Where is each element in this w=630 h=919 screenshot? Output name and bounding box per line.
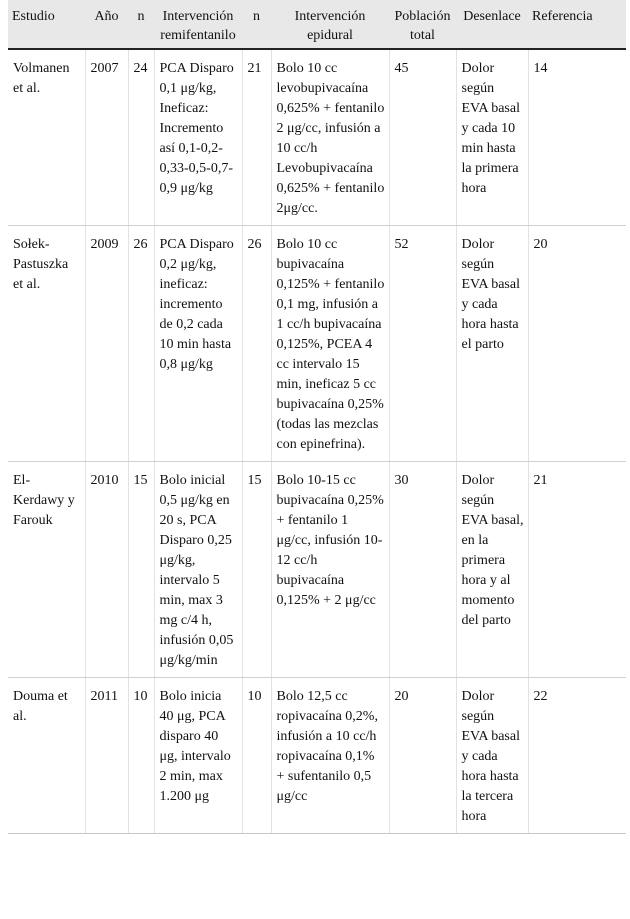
table-row (8, 462, 626, 678)
table-row (8, 678, 626, 834)
cell-intervencion-remifentanilo: Bolo inicial 0,5 μg/kg en 20 s, PCA Disparo 0,25 μg/kg, intervalo 5 min, max 3 mg c/4 h, infusión 0,05 μg/kg/min (154, 462, 242, 678)
cell-anio: 2007 (85, 49, 128, 226)
cell-anio: 2011 (85, 678, 128, 834)
cell-estudio: Douma et al. (8, 678, 85, 834)
cell-intervencion-epidural: Bolo 10-15 cc bupivacaína 0,25% + fentanilo 1 μg/cc, infusión 10-12 cc/h bupivacaína 0,125% + 2 μg/cc (271, 462, 389, 678)
cell-n-epidural: 10 (242, 678, 271, 834)
studies-table (8, 0, 626, 834)
table-header (8, 0, 626, 49)
cell-poblacion-total: 45 (389, 49, 456, 226)
cell-desenlace: Dolor según EVA basal y cada 10 min hasta la primera hora (456, 49, 528, 226)
cell-n-remifentanilo: 26 (128, 226, 154, 462)
cell-intervencion-epidural: Bolo 12,5 cc ropivacaína 0,2%, infusión a 10 cc/h ropivacaína 0,1% + sufentanilo 0,5 μg/cc (271, 678, 389, 834)
cell-intervencion-epidural: Bolo 10 cc bupivacaína 0,125% + fentanilo 0,1 mg, infusión a 1 cc/h bupivacaína 0,125%, PCEA 4 cc intervalo 15 min, ineficaz 5 cc bupivacaína 0,25% (todas las mezclas con epinefrina). (271, 226, 389, 462)
header-n-remifentanilo: n (128, 0, 154, 49)
header-referencia: Referencia (528, 0, 626, 49)
header-desenlace: Desenlace (456, 0, 528, 49)
cell-desenlace: Dolor según EVA basal, en la primera hora y al momento del parto (456, 462, 528, 678)
cell-poblacion-total: 30 (389, 462, 456, 678)
cell-referencia: 14 (528, 49, 626, 226)
cell-estudio: El-Kerdawy y Farouk (8, 462, 85, 678)
cell-anio: 2009 (85, 226, 128, 462)
header-row (8, 0, 626, 49)
cell-n-remifentanilo: 24 (128, 49, 154, 226)
cell-referencia: 22 (528, 678, 626, 834)
cell-intervencion-epidural: Bolo 10 cc levobupivacaína 0,625% + fentanilo 2 μg/cc, infusión a 10 cc/h Levobupivacaína 0,625% + fentanilo 2μg/cc. (271, 49, 389, 226)
header-estudio: Estudio (8, 0, 85, 49)
cell-intervencion-remifentanilo: PCA Disparo 0,1 μg/kg, Ineficaz: Incremento así 0,1-0,2-0,33-0,5-0,7-0,9 μg/kg (154, 49, 242, 226)
cell-desenlace: Dolor según EVA basal y cada hora hasta la tercera hora (456, 678, 528, 834)
table-row (8, 49, 626, 226)
header-anio: Año (85, 0, 128, 49)
header-intervencion-remifentanilo: Intervención remifentanilo (154, 0, 242, 49)
cell-desenlace: Dolor según EVA basal y cada hora hasta el parto (456, 226, 528, 462)
cell-n-epidural: 15 (242, 462, 271, 678)
cell-n-remifentanilo: 10 (128, 678, 154, 834)
header-poblacion-total: Población total (389, 0, 456, 49)
cell-n-remifentanilo: 15 (128, 462, 154, 678)
cell-intervencion-remifentanilo: PCA Disparo 0,2 μg/kg, ineficaz: incremento de 0,2 cada 10 min hasta 0,8 μg/kg (154, 226, 242, 462)
cell-referencia: 21 (528, 462, 626, 678)
cell-estudio: Sołek-Pastuszka et al. (8, 226, 85, 462)
cell-poblacion-total: 20 (389, 678, 456, 834)
table-row (8, 226, 626, 462)
cell-n-epidural: 21 (242, 49, 271, 226)
cell-referencia: 20 (528, 226, 626, 462)
header-intervencion-epidural: Intervención epidural (271, 0, 389, 49)
table-body (8, 49, 626, 834)
cell-estudio: Volmanen et al. (8, 49, 85, 226)
cell-n-epidural: 26 (242, 226, 271, 462)
header-n-epidural: n (242, 0, 271, 49)
cell-anio: 2010 (85, 462, 128, 678)
cell-poblacion-total: 52 (389, 226, 456, 462)
cell-intervencion-remifentanilo: Bolo inicia 40 μg, PCA disparo 40 μg, intervalo 2 min, max 1.200 μg (154, 678, 242, 834)
